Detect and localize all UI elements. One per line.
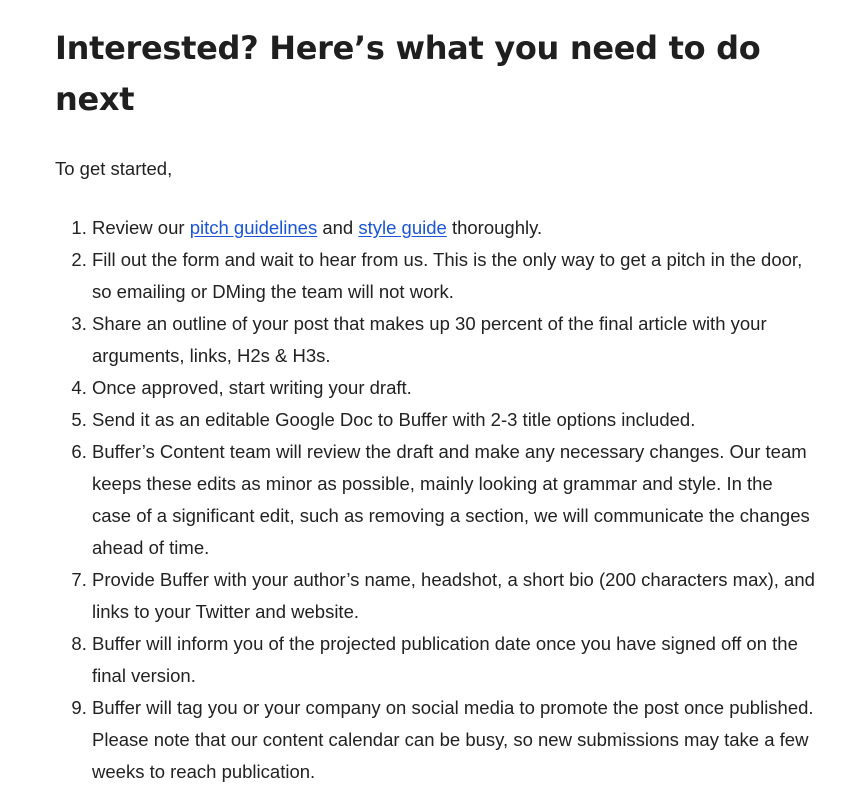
step-6: 6. Buffer’s Content team will review the draft and make any necessary changes. Our team keeps these edits as minor as possible, mainly looking at grammar and style. In the case of a significant edit, such as removing a section, we will communicate the changes ahead of time. — [92, 436, 815, 564]
section-heading: Interested? Here’s what you need to do next — [55, 29, 761, 118]
step-1-middle: and — [317, 217, 359, 238]
step-4: 4. Once approved, start writing your draft. — [92, 372, 815, 404]
pitch-guidelines-link[interactable]: pitch guidelines — [189, 217, 318, 238]
article-section — [55, 0, 815, 788]
style-guide-link[interactable]: style guide — [358, 217, 447, 238]
step-8: 8. Buffer will inform you of the projected publication date once you have signed off on the final version. — [92, 628, 815, 692]
step-5: 5. Send it as an editable Google Doc to Buffer with 2-3 title options included. — [92, 404, 815, 436]
step-9: 9. Buffer will tag you or your company on social media to promote the post once published. Please note that our content calendar can be busy, so new submissions may take a few weeks to reach publication. — [92, 692, 815, 788]
step-1 — [92, 212, 815, 244]
step-3: 3. Share an outline of your post that makes up 30 percent of the final article with your arguments, links, H2s & H3s. — [92, 308, 815, 372]
step-7: 7. Provide Buffer with your author’s name, headshot, a short bio (200 characters max), and links to your Twitter and website. — [92, 564, 815, 628]
step-1-suffix: thoroughly. — [446, 217, 543, 238]
step-1-prefix: Review our — [92, 217, 190, 238]
steps-list — [55, 212, 815, 788]
intro-text: To get started, — [55, 158, 173, 179]
step-2: 2. Fill out the form and wait to hear from us. This is the only way to get a pitch in the door, so emailing or DMing the team will not work. — [92, 244, 815, 308]
